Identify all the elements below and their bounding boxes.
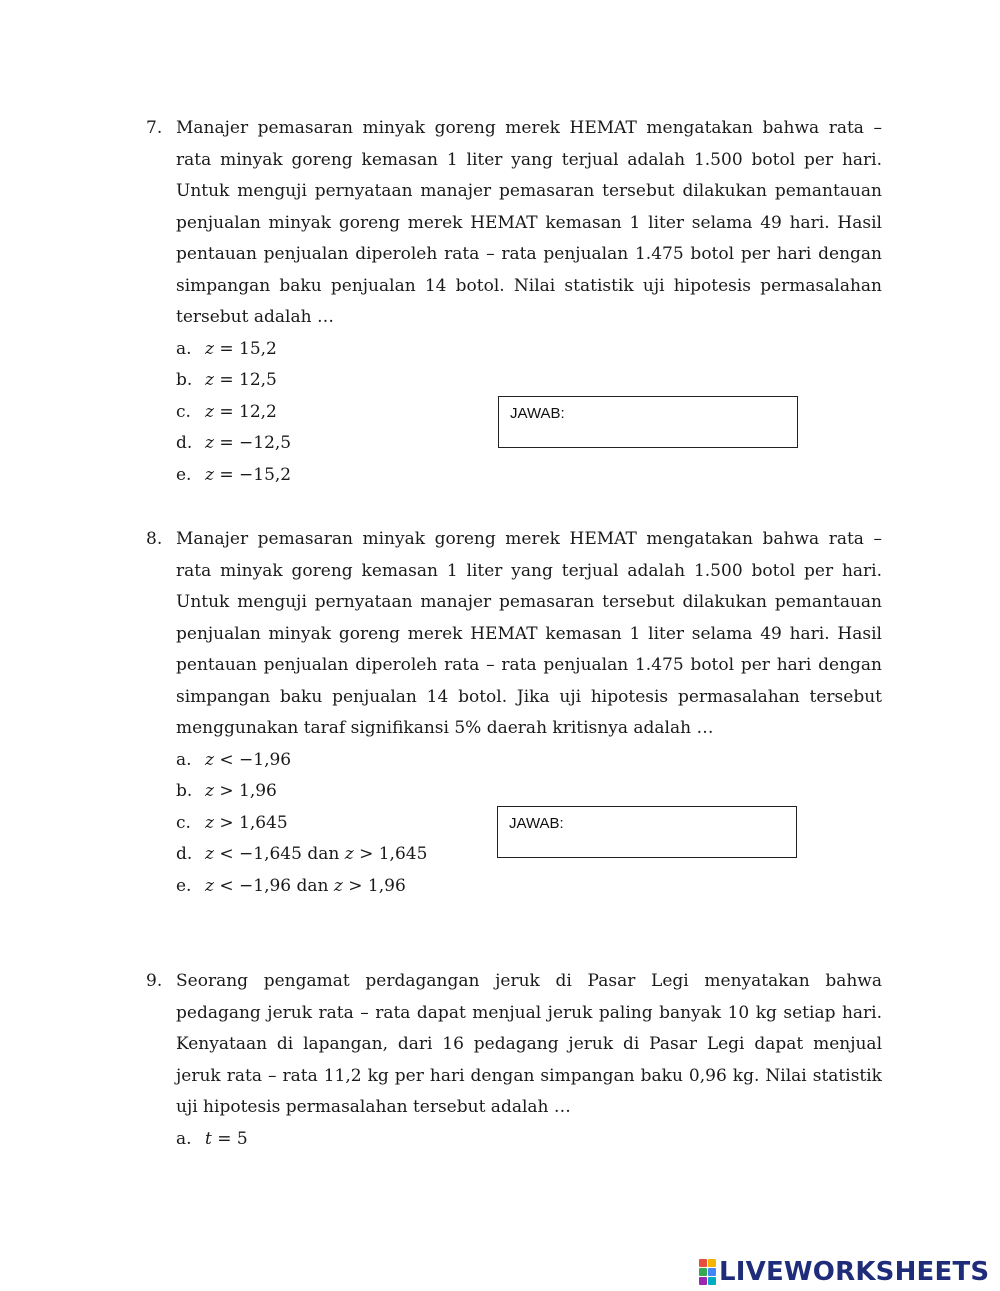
option-letter: e. <box>176 875 192 896</box>
option-letter: b. <box>176 370 193 390</box>
option-math: z < −1,645 dan z > 1,645 <box>205 844 428 864</box>
option-letter: e. <box>176 464 192 485</box>
option-math: z > 1,645 <box>205 812 288 833</box>
option-math: t = 5 <box>205 1128 248 1149</box>
option-math: z = 12,2 <box>205 401 277 422</box>
option-math: z = −12,5 <box>205 433 292 453</box>
question-number: 9. <box>146 971 163 991</box>
option-math: z < −1,96 dan z > 1,96 <box>205 875 406 896</box>
option-letter: a. <box>176 749 192 770</box>
option-letter: b. <box>176 781 193 801</box>
question-text: Manajer pemasaran minyak goreng merek HEMAT mengatakan bahwa rata – rata minyak goreng kemasan 1 liter yang terjual adalah 1.500 botol per hari. Untuk menguji pernyataan manajer pemasaran tersebut dilakukan pemantauan penjualan minyak goreng merek HEMAT kemasan 1 liter selama 49 hari. Hasil pentauan penjualan diperoleh rata – rata penjualan 1.475 botol per hari dengan simpangan baku penjualan 14 botol. Nilai statistik uji hipotesis permasalahan tersebut adalah … <box>176 118 882 327</box>
option-b <box>176 776 882 808</box>
answer-label: JAWAB: <box>509 815 564 832</box>
liveworksheets-logo-icon <box>699 1259 716 1285</box>
option-math: z < −1,96 <box>205 749 292 770</box>
option-letter: c. <box>176 401 191 422</box>
logo-text: LIVEWORKSHEETS <box>719 1257 990 1287</box>
option-a <box>176 745 882 777</box>
option-math: z = 12,5 <box>205 370 277 390</box>
question-text: Manajer pemasaran minyak goreng merek HEMAT mengatakan bahwa rata – rata minyak goreng kemasan 1 liter yang terjual adalah 1.500 botol per hari. Untuk menguji pernyataan manajer pemasaran tersebut dilakukan pemantauan penjualan minyak goreng merek HEMAT kemasan 1 liter selama 49 hari. Hasil pentauan penjualan diperoleh rata – rata penjualan 1.475 botol per hari dengan simpangan baku penjualan 14 botol. Jika uji hipotesis permasalahan tersebut menggunakan taraf signifikansi 5% daerah kritisnya adalah … <box>176 529 882 738</box>
answer-input-8[interactable] <box>506 837 788 853</box>
option-list <box>176 1124 882 1156</box>
option-letter: d. <box>176 844 193 864</box>
option-a <box>176 334 882 366</box>
question-number: 8. <box>146 529 163 549</box>
option-letter: d. <box>176 433 193 453</box>
option-math: z > 1,96 <box>205 781 277 801</box>
option-a <box>176 1124 882 1156</box>
question-9 <box>146 966 882 1155</box>
option-e <box>176 460 882 492</box>
option-letter: a. <box>176 1128 192 1149</box>
answer-box-7[interactable] <box>498 396 798 448</box>
option-letter: c. <box>176 812 191 833</box>
answer-box-8[interactable] <box>497 806 797 858</box>
liveworksheets-logo <box>699 1255 989 1289</box>
option-e <box>176 871 882 903</box>
answer-label: JAWAB: <box>510 405 565 422</box>
option-math: z = −15,2 <box>205 464 292 485</box>
answer-input-7[interactable] <box>507 427 789 443</box>
option-math: z = 15,2 <box>205 338 277 359</box>
option-letter: a. <box>176 338 192 359</box>
question-number: 7. <box>146 118 163 138</box>
question-text: Seorang pengamat perdagangan jeruk di Pasar Legi menyatakan bahwa pedagang jeruk rata – rata dapat menjual jeruk paling banyak 10 kg setiap hari. Kenyataan di lapangan, dari 16 pedagang jeruk di Pasar Legi dapat menjual jeruk rata – rata 11,2 kg per hari dengan simpangan baku 0,96 kg. Nilai statistik uji hipotesis permasalahan tersebut adalah … <box>176 971 882 1117</box>
option-b <box>176 365 882 397</box>
